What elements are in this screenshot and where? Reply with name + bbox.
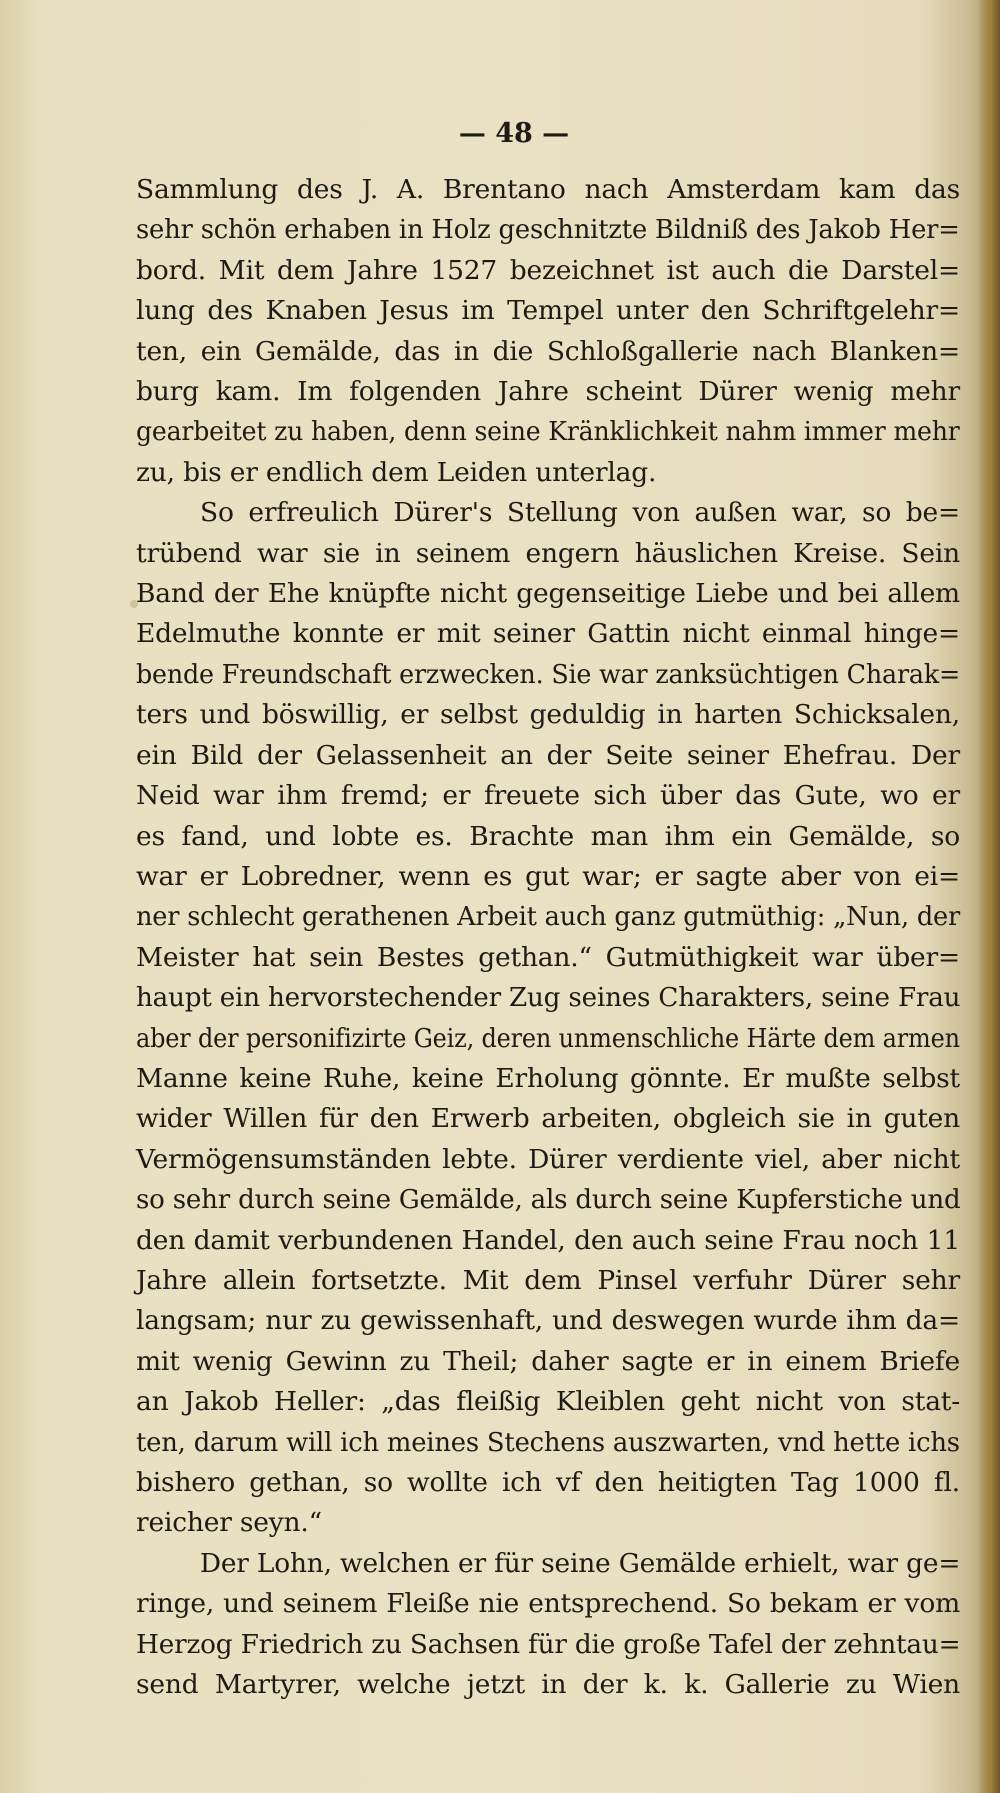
- text-line: lung des Knaben Jesus im Tempel unter den Schriftgelehr=: [136, 295, 960, 327]
- text-line: Neid war ihm fremd; er freuete sich über das Gute, wo er: [136, 780, 960, 812]
- text-line: haupt ein hervorstechender Zug seines Charakters, seine Frau: [136, 982, 961, 1014]
- text-line: Meister hat sein Bestes gethan.“ Gutmüthigkeit war über=: [136, 941, 960, 973]
- text-line: bishero gethan, so wollte ich vf den heitigten Tag 1000 fl.: [136, 1467, 960, 1498]
- text-line: war er Lobredner, wenn es gut war; er sagte aber von ei=: [136, 860, 960, 892]
- text-line: ten, darum will ich meines Stechens auszwarten, vnd hette ichs: [136, 1426, 960, 1458]
- text-line: Jahre allein fortsetzte. Mit dem Pinsel verfuhr Dürer sehr: [136, 1264, 960, 1296]
- text-line: ner schlecht gerathenen Arbeit auch ganz gutmüthig: „Nun, der: [136, 901, 961, 933]
- text-line: bende Freundschaft erzwecken. Sie war zanksüchtigen Charak=: [136, 658, 961, 690]
- text-line: Herzog Friedrich zu Sachsen für die große Tafel der zehntau=: [136, 1628, 961, 1660]
- text-line: wider Willen für den Erwerb arbeiten, obgleich sie in guten: [136, 1103, 960, 1135]
- text-line: sehr schön erhaben in Holz geschnitzte Bildniß des Jakob Her=: [136, 214, 960, 246]
- text-line: Manne keine Ruhe, keine Erholung gönnte. Er mußte selbst: [136, 1062, 960, 1094]
- text-line: den damit verbundenen Handel, den auch seine Frau noch 11: [136, 1224, 960, 1256]
- text-line: ten, ein Gemälde, das in die Schloßgallerie nach Blanken=: [136, 335, 960, 367]
- text-line: send Martyrer, welche jetzt in der k. k. Gallerie zu Wien: [136, 1669, 960, 1701]
- text-line: gearbeitet zu haben, denn seine Kränklichkeit nahm immer mehr: [136, 416, 960, 448]
- text-line: aber der personifizirte Geiz, deren unmenschliche Härte dem armen: [136, 1022, 960, 1054]
- text-line: Edelmuthe konnte er mit seiner Gattin nicht einmal hinge=: [136, 618, 960, 650]
- text-line: zu, bis er endlich dem Leiden unterlag.: [136, 456, 657, 488]
- text-line: ein Bild der Gelassenheit an der Seite seiner Ehefrau. Der: [136, 739, 960, 771]
- text-line: so sehr durch seine Gemälde, als durch seine Kupferstiche und: [136, 1184, 961, 1216]
- text-line: ters und böswillig, er selbst geduldig in harten Schicksalen,: [136, 699, 960, 731]
- text-line: an Jakob Heller: „das fleißig Kleiblen geht nicht von stat-: [136, 1386, 960, 1418]
- text-line: bord. Mit dem Jahre 1527 bezeichnet ist auch die Darstel=: [136, 254, 960, 286]
- text-line: burg kam. Im folgenden Jahre scheint Dürer wenig mehr: [136, 376, 960, 408]
- text-line: Band der Ehe knüpfte nicht gegenseitige Liebe und bei allem: [136, 578, 960, 610]
- text-line: Vermögensumständen lebte. Dürer verdiente viel, aber nicht: [136, 1143, 960, 1175]
- text-line: Sammlung des J. A. Brentano nach Amsterdam kam das: [136, 174, 960, 205]
- text-line: ringe, und seinem Fleiße nie entsprechend. So bekam er vom: [136, 1588, 960, 1620]
- body-text: [136, 170, 960, 1705]
- page-edge-shadow: [978, 0, 1000, 1793]
- text-line: mit wenig Gewinn zu Theil; daher sagte er in einem Briefe: [136, 1345, 960, 1377]
- text-line: Der Lohn, welchen er für seine Gemälde erhielt, war ge=: [199, 1547, 961, 1579]
- text-line: reicher seyn.“: [136, 1507, 322, 1539]
- text-line: es fand, und lobte es. Brachte man ihm ein Gemälde, so: [136, 820, 960, 852]
- text-line: So erfreulich Dürer's Stellung von außen war, so be=: [200, 497, 960, 529]
- text-line: trübend war sie in seinem engern häuslichen Kreise. Sein: [136, 537, 960, 569]
- text-line: langsam; nur zu gewissenhaft, und deswegen wurde ihm da=: [136, 1305, 960, 1337]
- page-number: — 48 —: [458, 118, 570, 149]
